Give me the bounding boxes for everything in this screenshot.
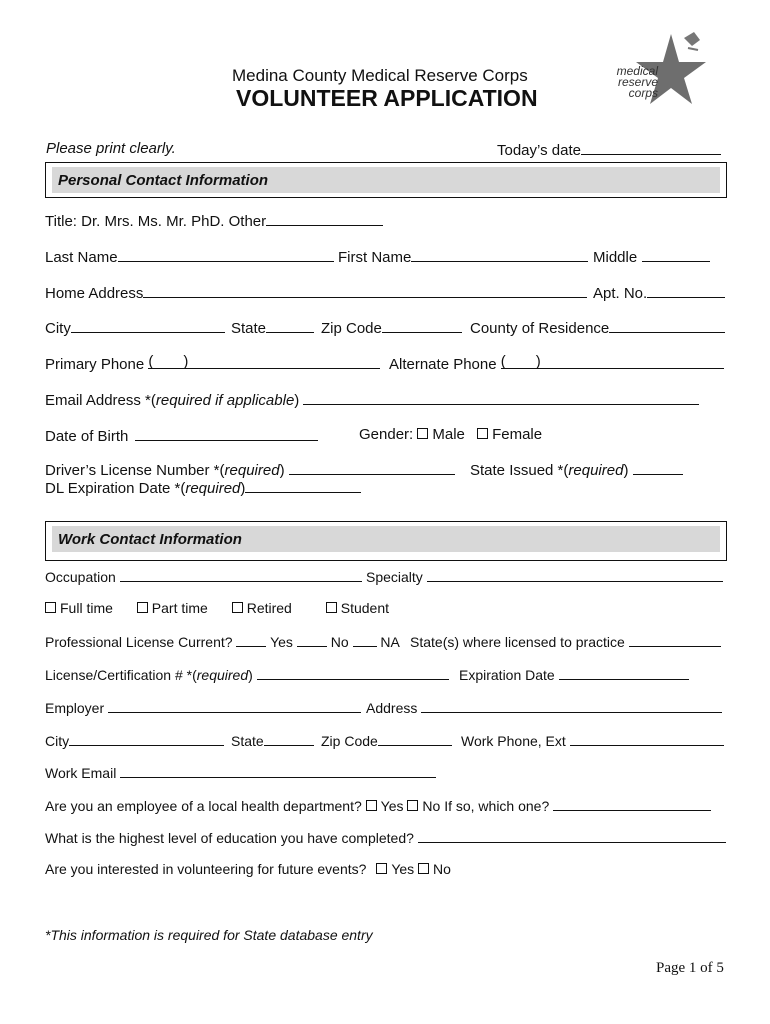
- expiration-date-field[interactable]: [459, 665, 689, 683]
- prof-license-label: Professional License Current?: [45, 634, 233, 650]
- occupation-label: Occupation: [45, 569, 116, 585]
- prof-license-yes: Yes: [270, 634, 293, 650]
- part-time-label: Part time: [151, 600, 208, 616]
- license-cert-close-paren: ): [248, 667, 253, 683]
- email-field[interactable]: [45, 390, 699, 409]
- required-footnote: *This information is required for State database entry: [45, 927, 373, 943]
- retired-label: Retired: [246, 600, 292, 616]
- first-name-label: First Name: [338, 249, 412, 266]
- license-cert-field[interactable]: [45, 665, 449, 683]
- alternate-phone-field[interactable]: [389, 354, 724, 373]
- future-no-label: No: [433, 861, 451, 877]
- license-cert-required: required: [196, 667, 249, 683]
- gender-label: Gender:: [359, 426, 414, 443]
- full-time-label: Full time: [60, 600, 113, 616]
- print-note: Please print clearly.: [46, 140, 176, 157]
- employment-options: [45, 600, 389, 616]
- gender-field: [359, 426, 542, 443]
- page-title: VOLUNTEER APPLICATION: [236, 85, 538, 111]
- local-health-yes-label: Yes: [380, 798, 404, 814]
- dl-expiration-required: required: [185, 480, 241, 497]
- occupation-field[interactable]: [45, 567, 362, 585]
- local-health-yes-checkbox[interactable]: [366, 800, 377, 811]
- states-licensed-field[interactable]: [410, 632, 721, 650]
- employer-field[interactable]: [45, 698, 361, 716]
- title-label: Title: Dr. Mrs. Ms. Mr. PhD. Other: [45, 213, 267, 230]
- first-name-field[interactable]: [338, 247, 588, 266]
- home-address-field[interactable]: [45, 283, 587, 302]
- prof-license-no: No: [330, 634, 349, 650]
- city-field[interactable]: [45, 318, 225, 337]
- dl-number-close-paren: ): [279, 462, 285, 479]
- email-label: Email Address *(: [45, 392, 156, 409]
- dl-number-label: Driver’s License Number *(: [45, 462, 225, 479]
- personal-section-header: [45, 162, 727, 198]
- email-required-note: required if applicable: [155, 392, 295, 409]
- county-field[interactable]: [470, 318, 725, 337]
- work-phone-field[interactable]: [461, 731, 724, 749]
- local-health-field: [45, 796, 711, 814]
- work-city-field[interactable]: [45, 731, 224, 749]
- dl-number-field[interactable]: [45, 460, 455, 479]
- last-name-field[interactable]: [45, 247, 334, 266]
- if-so-label: If so, which one?: [444, 798, 550, 814]
- personal-heading: Personal Contact Information: [52, 167, 720, 193]
- expiration-date-label: Expiration Date: [459, 667, 555, 683]
- home-address-label: Home Address: [45, 285, 144, 302]
- work-zip-label: Zip Code: [321, 733, 378, 749]
- future-yes-label: Yes: [391, 861, 415, 877]
- work-state-label: State: [231, 733, 264, 749]
- state-field[interactable]: [231, 318, 314, 337]
- employer-label: Employer: [45, 700, 105, 716]
- logo-text-medical: medical: [616, 64, 658, 78]
- dl-expiration-close-paren: ): [240, 480, 246, 497]
- alternate-phone-label: Alternate Phone: [389, 356, 497, 373]
- todays-date-label: Today’s date: [497, 142, 581, 159]
- title-field[interactable]: [45, 211, 383, 230]
- local-health-no-checkbox[interactable]: [407, 800, 418, 811]
- mrc-logo: [596, 28, 716, 108]
- email-close-paren: ): [294, 392, 300, 409]
- work-heading: Work Contact Information: [52, 526, 720, 552]
- org-name: Medina County Medical Reserve Corps: [232, 66, 528, 85]
- full-time-checkbox[interactable]: [45, 602, 56, 613]
- logo-text-reserve: reserve: [617, 75, 658, 89]
- education-label: What is the highest level of education you have completed?: [45, 830, 414, 846]
- work-zip-field[interactable]: [321, 731, 452, 749]
- primary-paren-close: ): [183, 353, 189, 370]
- states-licensed-label: State(s) where licensed to practice: [410, 634, 625, 650]
- middle-label: Middle: [593, 249, 638, 266]
- student-label: Student: [340, 600, 389, 616]
- male-label: Male: [432, 426, 465, 443]
- student-checkbox[interactable]: [326, 602, 337, 613]
- education-field[interactable]: [45, 828, 726, 846]
- middle-field[interactable]: [593, 247, 710, 266]
- zip-label: Zip Code: [321, 320, 382, 337]
- alternate-paren-open: (: [500, 353, 506, 370]
- future-yes-checkbox[interactable]: [376, 863, 387, 874]
- work-city-label: City: [45, 733, 70, 749]
- female-checkbox[interactable]: [477, 428, 488, 439]
- zip-field[interactable]: [321, 318, 462, 337]
- female-label: Female: [492, 426, 543, 443]
- prof-license-field[interactable]: [45, 632, 400, 650]
- which-one-line[interactable]: [553, 796, 711, 811]
- alternate-paren-close: ): [535, 353, 541, 370]
- apt-field[interactable]: [593, 283, 725, 302]
- specialty-label: Specialty: [366, 569, 423, 585]
- primary-paren-open: (: [148, 353, 154, 370]
- license-cert-label: License/Certification # *(: [45, 667, 197, 683]
- last-name-label: Last Name: [45, 249, 118, 266]
- future-events-field: [45, 861, 451, 877]
- prof-license-na: NA: [380, 634, 400, 650]
- local-health-no-label: No: [422, 798, 441, 814]
- work-phone-label: Work Phone, Ext: [461, 733, 566, 749]
- work-email-label: Work Email: [45, 765, 117, 781]
- future-no-checkbox[interactable]: [418, 863, 429, 874]
- state-issued-required: required: [568, 462, 624, 479]
- dob-label: Date of Birth: [45, 428, 129, 445]
- work-state-field[interactable]: [231, 731, 314, 749]
- state-label: State: [231, 320, 267, 337]
- work-section-header: [45, 521, 727, 561]
- dl-expiration-field[interactable]: [45, 478, 361, 497]
- county-label: County of Residence: [470, 320, 610, 337]
- city-label: City: [45, 320, 71, 337]
- retired-checkbox[interactable]: [232, 602, 243, 613]
- work-email-field[interactable]: [45, 763, 436, 781]
- primary-phone-field[interactable]: [45, 354, 380, 373]
- state-issued-close-paren: ): [623, 462, 629, 479]
- work-address-label: Address: [366, 700, 418, 716]
- state-issued-field[interactable]: [470, 460, 683, 479]
- work-address-field[interactable]: [366, 698, 722, 716]
- dl-expiration-label: DL Expiration Date *(: [45, 480, 186, 497]
- local-health-label: Are you an employee of a local health department?: [45, 798, 362, 814]
- specialty-field[interactable]: [366, 567, 723, 585]
- male-checkbox[interactable]: [417, 428, 428, 439]
- page-number: Page 1 of 5: [656, 960, 724, 976]
- apt-label: Apt. No.: [593, 285, 648, 302]
- future-events-label: Are you interested in volunteering for future events?: [45, 861, 367, 877]
- dob-field[interactable]: [45, 426, 318, 445]
- logo-text-corps: corps: [628, 86, 658, 100]
- todays-date-field[interactable]: [497, 140, 721, 159]
- part-time-checkbox[interactable]: [137, 602, 148, 613]
- primary-phone-label: Primary Phone: [45, 356, 145, 373]
- state-issued-label: State Issued *(: [470, 462, 569, 479]
- dl-number-required: required: [224, 462, 280, 479]
